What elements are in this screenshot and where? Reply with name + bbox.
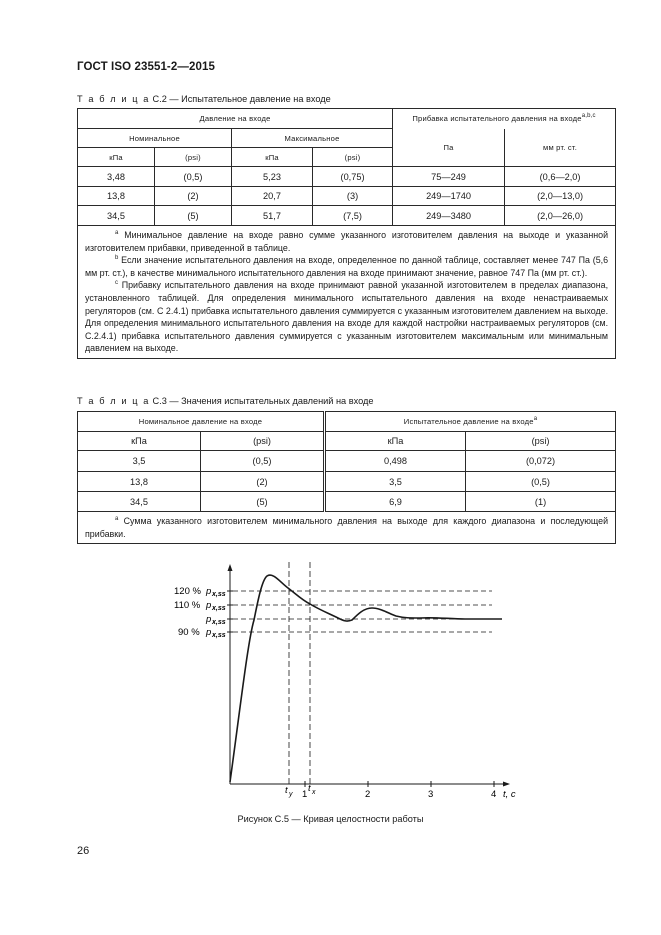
table-row <box>78 206 616 226</box>
table-cell: 75—249 <box>393 167 505 187</box>
c3-note-a <box>85 515 608 540</box>
y-label-120-pct: 120 % <box>174 586 201 597</box>
c2-header-increment-sup: a,b,c <box>581 113 596 120</box>
table-row <box>78 167 616 187</box>
table-c3-caption-text: C.3 — Значения испытательных давлений на входе <box>149 396 374 406</box>
table-cell: (1) <box>466 492 616 512</box>
table-cell: (5) <box>201 492 325 512</box>
c2-note-a-text: Минимальное давление на входе равно сумме указанного изготовителем давления на выходе и указанной изготовителем прибавки, приведенной в таблице. <box>85 230 609 253</box>
table-c3-caption-label: Т а б л и ц а <box>77 396 150 406</box>
table-cell: 13,8 <box>78 472 201 492</box>
c3-header-nominal-inlet: Номинальное давление на входе <box>78 412 325 432</box>
table-c3 <box>77 411 616 544</box>
c2-notes <box>78 226 616 359</box>
table-cell: 34,5 <box>78 492 201 512</box>
table-cell: (2,0—26,0) <box>505 206 616 226</box>
tx-label: t <box>308 783 311 794</box>
table-row <box>78 492 616 512</box>
c2-header-max: Максимальное <box>232 129 393 148</box>
table-row <box>78 451 616 472</box>
c2-header-psi-1: (psi) <box>155 148 232 167</box>
table-cell: (0,5) <box>466 472 616 492</box>
c2-header-inlet: Давление на входе <box>78 109 393 129</box>
c3-header-kpa-2: кПа <box>325 432 466 451</box>
c3-header-psi-2: (psi) <box>466 432 616 451</box>
table-cell: 3,48 <box>78 167 155 187</box>
integrity-curve-chart <box>140 560 520 810</box>
table-c2-caption <box>77 94 331 104</box>
c3-header-kpa-1: кПа <box>78 432 201 451</box>
c3-header-test-inlet-sup: a <box>533 416 538 422</box>
table-c2-caption-label: Т а б л и ц а <box>77 94 150 104</box>
x-tick-label-4: 4 <box>491 789 497 800</box>
table-cell: 0,498 <box>325 451 466 472</box>
x-axis-label: t, c <box>503 789 516 800</box>
c3-header-test-inlet-text: Испытательное давление на входе <box>403 417 534 426</box>
table-cell: 13,8 <box>78 187 155 206</box>
c3-note-a-text: Сумма указанного изготовителем минимального давления на выходе для каждого диапазона и последующей прибавки. <box>85 516 609 539</box>
c3-header-psi-1: (psi) <box>201 432 325 451</box>
table-cell: (2) <box>201 472 325 492</box>
c3-note-a-mark: a <box>115 516 119 522</box>
table-cell: (7,5) <box>313 206 393 226</box>
y-label-90-sub: x,ss <box>212 632 226 639</box>
table-cell: 3,5 <box>325 472 466 492</box>
c2-header-kpa-1: кПа <box>78 148 155 167</box>
table-c2-caption-text: C.2 — Испытательное давление на входе <box>149 94 331 104</box>
y-label-100-sym: p <box>206 614 212 625</box>
c2-note-b-mark: b <box>115 255 119 262</box>
c2-note-a <box>85 229 608 254</box>
x-tick-label-1: 1 <box>302 789 308 800</box>
table-cell: 249—1740 <box>393 187 505 206</box>
table-cell: 6,9 <box>325 492 466 512</box>
y-label-120-sym: p <box>206 586 212 597</box>
table-c3-caption <box>77 396 373 406</box>
x-tick-label-3: 3 <box>428 789 434 800</box>
y-label-110-sym: p <box>206 600 212 611</box>
response-curve <box>230 575 502 782</box>
y-label-100-sub: x,ss <box>212 619 226 626</box>
x-axis-arrow <box>503 782 510 787</box>
table-cell: (2) <box>155 187 232 206</box>
table-cell: (0,5) <box>155 167 232 187</box>
ty-label-sub: y <box>289 791 293 798</box>
y-axis-arrow <box>228 564 233 571</box>
table-cell: (0,072) <box>466 451 616 472</box>
c2-header-pa: Па <box>393 129 505 167</box>
document-header: ГОСТ ISO 23551-2—2015 <box>77 61 215 73</box>
table-cell: (0,6—2,0) <box>505 167 616 187</box>
c2-header-mmhg: мм рт. ст. <box>505 129 616 167</box>
tx-label-sub: x <box>312 789 316 796</box>
c2-header-kpa-2: кПа <box>232 148 313 167</box>
table-cell: 51,7 <box>232 206 313 226</box>
table-cell: (0,75) <box>313 167 393 187</box>
c2-note-b-text: Если значение испытательного давления на входе, определенное по данной таблице, составляет менее 747 Па (5,6 мм рт. ст.), в качестве минимального испытательного давления на входе принимают значение, равное 747 Па (мм рт. ст.). <box>85 255 609 278</box>
c2-note-c-mark: c <box>115 280 118 287</box>
table-cell: 3,5 <box>78 451 201 472</box>
c2-note-c-text: Прибавку испытательного давления на входе принимают равной указанной изготовителем в пределах диапазона, установленного таблицей. Для определения минимального испытательного давления на входе ненастраиваемых регуляторов (см. С 2.4.1) прибавка испытательного давления суммируется с указанным изготовителем давлением на выходе. Для определения минимального испытательного давления на входе для каждой настройки настраиваемых регуляторов (см. С.2.4.1) прибавка испытательного давления суммируется с указанным изготовителем максимальным или минимальным давлением на выходе. <box>85 280 609 354</box>
table-cell: 5,23 <box>232 167 313 187</box>
x-tick-label-2: 2 <box>365 789 371 800</box>
y-label-90-pct: 90 % <box>178 627 200 638</box>
table-cell: 249—3480 <box>393 206 505 226</box>
c2-header-psi-2: (psi) <box>313 148 393 167</box>
c3-header-test-inlet <box>325 412 616 432</box>
y-label-120-sub: x,ss <box>212 591 226 598</box>
table-row <box>78 187 616 206</box>
y-label-110-pct: 110 % <box>174 600 201 611</box>
table-c2 <box>77 108 616 359</box>
y-label-90-sym: p <box>206 627 212 638</box>
c2-header-nominal: Номинальное <box>78 129 232 148</box>
c2-header-increment <box>393 109 616 129</box>
table-cell: 20,7 <box>232 187 313 206</box>
c3-notes <box>78 512 616 544</box>
ty-label: t <box>285 785 288 796</box>
c2-note-b <box>85 254 608 279</box>
table-cell: (2,0—13,0) <box>505 187 616 206</box>
table-cell: (3) <box>313 187 393 206</box>
table-cell: 34,5 <box>78 206 155 226</box>
table-row <box>78 472 616 492</box>
c2-note-c <box>85 279 608 355</box>
c2-note-a-mark: a <box>115 230 119 236</box>
figure-caption: Рисунок С.5 — Кривая целостности работы <box>237 814 424 824</box>
table-cell: (5) <box>155 206 232 226</box>
c2-header-increment-text: Прибавка испытательного давления на входе <box>412 114 582 124</box>
page-number: 26 <box>77 845 90 857</box>
y-label-110-sub: x,ss <box>212 605 226 612</box>
table-cell: (0,5) <box>201 451 325 472</box>
